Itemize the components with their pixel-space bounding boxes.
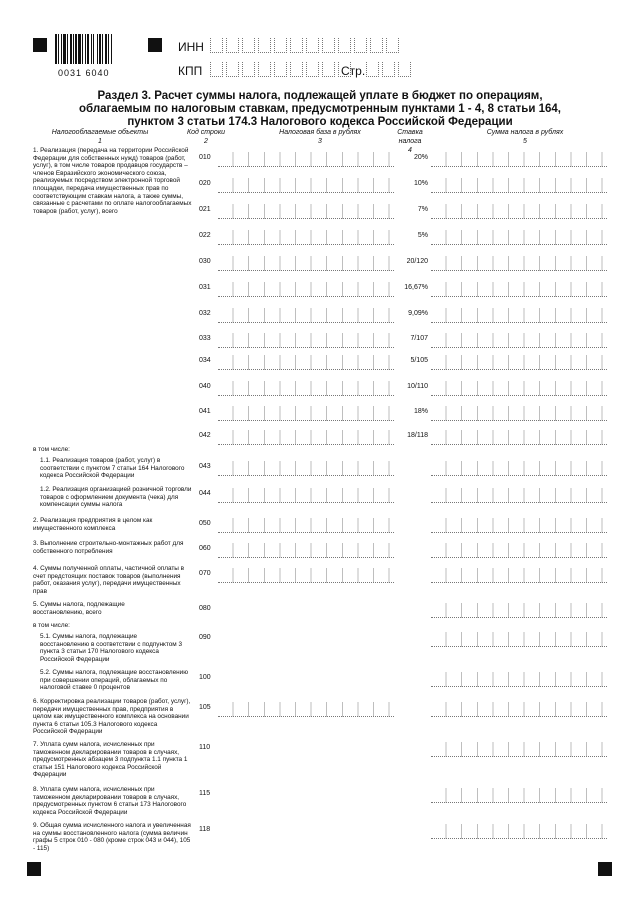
tax-base-field[interactable] — [218, 461, 394, 476]
row-code: 090 — [199, 634, 211, 641]
barcode-bar — [87, 34, 89, 64]
row-rate: 7/107 — [410, 335, 428, 342]
tax-base-field[interactable] — [218, 488, 394, 503]
tax-base-field[interactable] — [218, 308, 394, 323]
row-rate: 10% — [413, 180, 428, 187]
tax-sum-field[interactable] — [431, 430, 607, 445]
barcode-bar — [75, 34, 77, 64]
barcode-bar — [73, 34, 74, 64]
row-text-5-2: 5.2. Суммы налога, подлежащие восстановлению при совершении операций, облагаемых по налоговой ставке 0 процентов — [40, 669, 189, 692]
barcode-bar — [108, 34, 109, 64]
barcode-bar — [97, 34, 98, 64]
barcode-bar — [111, 34, 112, 64]
page-number-field[interactable] — [366, 62, 414, 77]
page-label: Стр. — [341, 64, 366, 78]
row-code: 034 — [199, 357, 211, 364]
tax-sum-field[interactable] — [431, 702, 607, 717]
tax-sum-field[interactable] — [431, 256, 607, 271]
row-code: 021 — [199, 206, 211, 213]
row-text-1: 1. Реализация (передача на территории Российской Федерации для собственных нужд) товаров (работ, услуг), в том числе товаров продавцов государств – членов Евразийского экономического союза, реализуемых посредством электронной торговой площадки, передача имущественных прав по соответствующим ставкам налога, а также суммы, связанные с расчетами по оплате налогооблагаемых товаров (работ, услуг), всего — [33, 147, 192, 215]
barcode-bar — [63, 34, 66, 64]
row-code: 041 — [199, 408, 211, 415]
row-code: 118 — [199, 826, 211, 833]
tax-base-field[interactable] — [218, 282, 394, 297]
row-text-7: 7. Уплата сумм налога, исчисленных при таможенном декларировании товаров в случаях, предусмотренных абзацем 3 подпункта 1.1 пункта 1 статьи 151 Налогового кодекса Российской Федерации — [33, 741, 188, 779]
tax-sum-field[interactable] — [431, 355, 607, 370]
row-text-4: 4. Суммы полученной оплаты, частичной оплаты в счет предстоящих поставок товаров (выполнения работ, оказания услуг), передачи имущественных прав — [33, 565, 185, 595]
row-rate: 18% — [413, 408, 428, 415]
tax-sum-field[interactable] — [431, 204, 607, 219]
row-code: 032 — [199, 310, 211, 317]
tax-sum-field[interactable] — [431, 824, 607, 839]
tax-base-field[interactable] — [218, 204, 394, 219]
row-code: 042 — [199, 432, 211, 439]
row-text-1-2: 1.2. Реализация организацией розничной торговли товаров с оформлением документа (чека) для компенсации суммы налога — [40, 486, 192, 509]
tax-sum-field[interactable] — [431, 788, 607, 803]
row-rate: 20% — [413, 154, 428, 161]
barcode-bar — [70, 34, 72, 64]
tax-sum-field[interactable] — [431, 461, 607, 476]
row-code: 080 — [199, 605, 211, 612]
tax-sum-field[interactable] — [431, 333, 607, 348]
column-header-code: Код строки 2 — [186, 129, 226, 145]
tax-sum-field[interactable] — [431, 568, 607, 583]
barcode — [55, 34, 141, 64]
tax-base-field[interactable] — [218, 568, 394, 583]
tax-base-field[interactable] — [218, 152, 394, 167]
barcode-bar — [61, 34, 62, 64]
barcode-bar — [91, 34, 92, 64]
row-text-9: 9. Общая сумма исчисленного налога и увеличенная на суммы восстановленного налога (сумма величин графы 5 строк 010 - 080 (кроме строк 043 и 044), 105 - 115) — [33, 822, 191, 852]
tax-base-field[interactable] — [218, 518, 394, 533]
row-code: 033 — [199, 335, 211, 342]
row-code: 040 — [199, 383, 211, 390]
corner-marker-top-right — [148, 38, 162, 52]
tax-base-field[interactable] — [218, 333, 394, 348]
tax-sum-field[interactable] — [431, 178, 607, 193]
row-code: 100 — [199, 674, 211, 681]
row-text-in-that-2: в том числе: — [33, 622, 70, 629]
row-text-5-1: 5.1. Суммы налога, подлежащие восстановлению в соответствии с подпунктом 3 пункта 3 статьи 170 Налогового кодекса Российской Федерации — [40, 633, 183, 663]
column-header-sum: Сумма налога в рублях 5 — [486, 129, 564, 145]
tax-sum-field[interactable] — [431, 230, 607, 245]
tax-sum-field[interactable] — [431, 672, 607, 687]
inn-field[interactable] — [210, 38, 402, 53]
barcode-bar — [78, 34, 81, 64]
tax-base-field[interactable] — [218, 178, 394, 193]
barcode-bar — [67, 34, 68, 64]
tax-sum-field[interactable] — [431, 406, 607, 421]
barcode-number: 0031 6040 — [58, 68, 110, 78]
tax-sum-field[interactable] — [431, 308, 607, 323]
row-code: 060 — [199, 545, 211, 552]
tax-sum-field[interactable] — [431, 518, 607, 533]
row-code: 030 — [199, 258, 211, 265]
row-text-3: 3. Выполнение строительно-монтажных работ для собственного потребления — [33, 540, 184, 555]
row-text-8: 8. Уплата сумм налога, исчисленных при таможенном декларировании товаров в случаях, предусмотренных пунктом 6 статьи 173 Налогового кодекса Российской Федерации — [33, 786, 187, 816]
tax-base-field[interactable] — [218, 543, 394, 558]
section-title: Раздел 3. Расчет суммы налога, подлежащей уплате в бюджет по операциям, облагаемым по налоговым ставкам, предусмотренным пунктами 1 - 4, 8 статьи 164, пунктом 3 статьи 174.3 Налогового кодекса Российской Федерации — [79, 90, 561, 128]
tax-base-field[interactable] — [218, 406, 394, 421]
row-code: 110 — [199, 744, 211, 751]
corner-marker-bottom-right — [598, 862, 612, 876]
column-header-rate: Ставка налога 4 — [397, 129, 423, 154]
tax-sum-field[interactable] — [431, 543, 607, 558]
row-text-in-that: в том числе: — [33, 446, 70, 453]
row-rate: 7% — [417, 206, 428, 213]
tax-base-field[interactable] — [218, 381, 394, 396]
tax-sum-field[interactable] — [431, 742, 607, 757]
tax-sum-field[interactable] — [431, 152, 607, 167]
row-rate: 20/120 — [406, 258, 428, 265]
tax-base-field[interactable] — [218, 430, 394, 445]
row-code: 070 — [199, 570, 211, 577]
tax-sum-field[interactable] — [431, 381, 607, 396]
row-code: 050 — [199, 520, 211, 527]
barcode-bar — [105, 34, 107, 64]
kpp-field[interactable] — [210, 62, 354, 77]
barcode-bar — [85, 34, 86, 64]
barcode-bar — [58, 34, 59, 64]
tax-sum-field[interactable] — [431, 488, 607, 503]
row-code: 043 — [199, 463, 211, 470]
row-code: 022 — [199, 232, 211, 239]
column-header-base: Налоговая база в рублях 3 — [279, 129, 361, 145]
row-rate: 18/118 — [407, 432, 428, 439]
barcode-bar — [93, 34, 94, 64]
barcode-bar — [82, 34, 83, 64]
corner-marker-bottom-left — [27, 862, 41, 876]
tax-base-field[interactable] — [218, 355, 394, 370]
barcode-bar — [55, 34, 57, 64]
inn-label: ИНН — [178, 40, 204, 54]
tax-base-field[interactable] — [218, 702, 394, 717]
row-rate: 16,67% — [404, 284, 428, 291]
row-rate: 5/105 — [410, 357, 428, 364]
tax-base-field[interactable] — [218, 230, 394, 245]
barcode-bar — [99, 34, 101, 64]
row-text-2: 2. Реализация предприятия в целом как имущественного комплекса — [33, 517, 153, 532]
column-header-objects: Налогооблагаемые объекты 1 — [51, 129, 149, 145]
row-code: 031 — [199, 284, 211, 291]
row-code: 105 — [199, 704, 211, 711]
row-rate: 5% — [417, 232, 428, 239]
row-rate: 9,09% — [408, 310, 428, 317]
row-rate: 10/110 — [407, 383, 428, 390]
row-code: 010 — [199, 154, 211, 161]
tax-sum-field[interactable] — [431, 282, 607, 297]
kpp-label: КПП — [178, 64, 203, 78]
tax-sum-field[interactable] — [431, 632, 607, 647]
row-text-6: 6. Корректировка реализации товаров (работ, услуг), передачи имущественных прав, предприятия в целом как имущественного комплекса на основании пункта 6 статьи 105.3 Налогового кодекса Российской Федерации — [33, 698, 191, 736]
row-code: 044 — [199, 490, 211, 497]
barcode-bar — [102, 34, 103, 64]
row-text-1-1: 1.1. Реализация товаров (работ, услуг) в соответствии с пунктом 7 статьи 164 Налогового кодекса Российской Федерации — [40, 457, 185, 480]
row-text-5: 5. Суммы налога, подлежащие восстановлению, всего — [33, 601, 125, 616]
row-code: 020 — [199, 180, 211, 187]
row-code: 115 — [199, 790, 211, 797]
tax-sum-field[interactable] — [431, 603, 607, 618]
corner-marker-top-left — [33, 38, 47, 52]
tax-base-field[interactable] — [218, 256, 394, 271]
